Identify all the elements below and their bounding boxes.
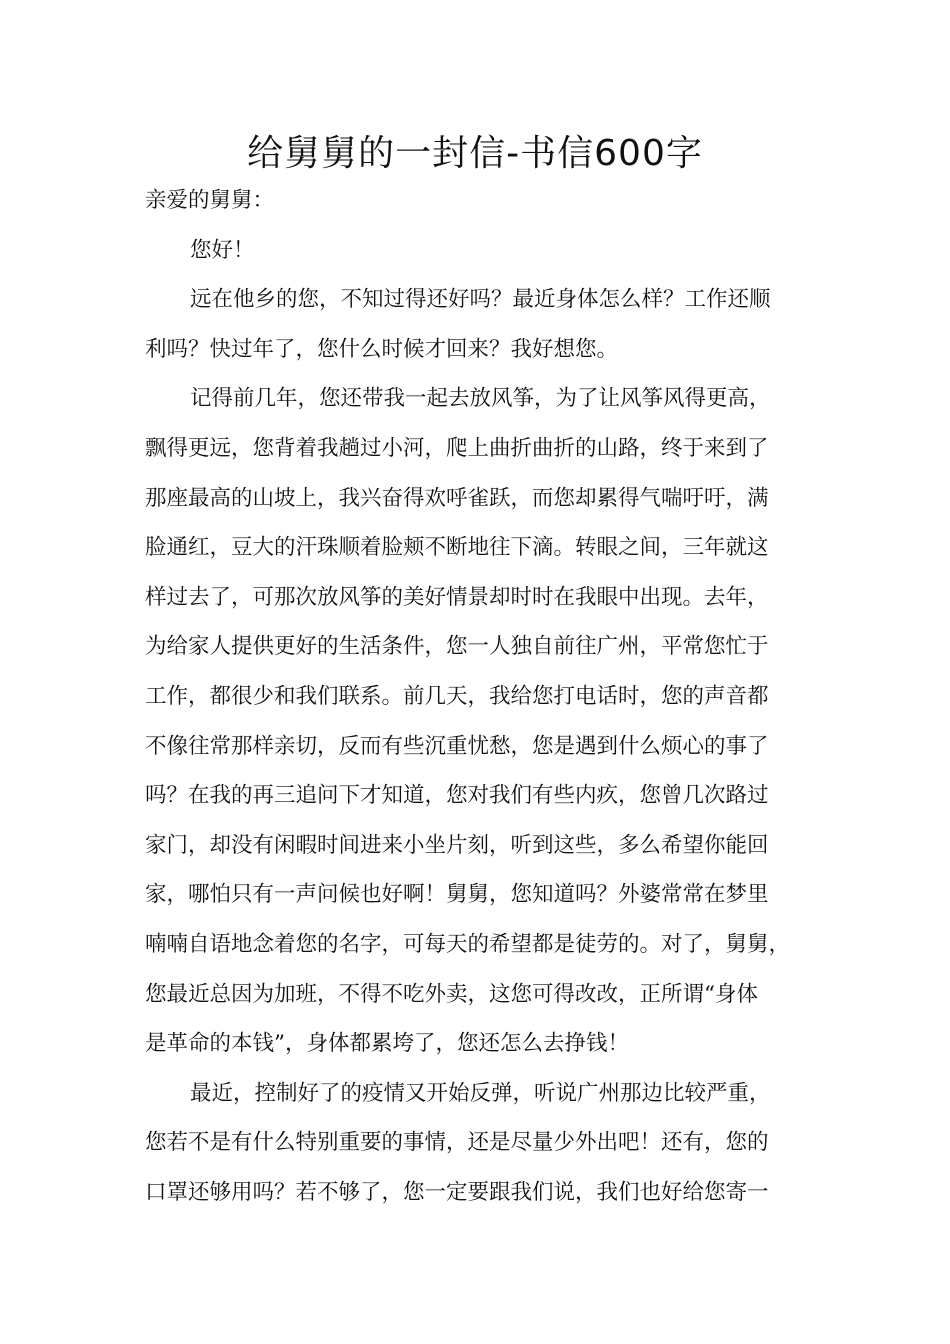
paragraph-line: 家，哪怕只有一声问候也好啊！舅舅，您知道吗？外婆常常在梦里 xyxy=(145,882,769,908)
paragraph-line: 飘得更远，您背着我趟过小河，爬上曲折曲折的山路，终于来到了 xyxy=(145,435,769,461)
paragraph-line: 为给家人提供更好的生活条件，您一人独自前往广州，平常您忙于 xyxy=(145,634,769,660)
document-title: 给舅舅的一封信-书信600字 xyxy=(247,133,703,174)
paragraph-line: 您最近总因为加班，不得不吃外卖，这您可得改改，正所谓“身体 xyxy=(145,981,758,1007)
letter-body xyxy=(145,176,820,1217)
paragraph-line: 那座最高的山坡上，我兴奋得欢呼雀跃，而您却累得气喘吁吁，满 xyxy=(145,485,769,511)
paragraph-line: 远在他乡的您，不知过得还好吗？最近身体怎么样？工作还顺 xyxy=(190,287,771,313)
paragraph-line: 记得前几年，您还带我一起去放风筝，为了让风筝风得更高， xyxy=(190,386,771,412)
paragraph-line: 脸通红，豆大的汗珠顺着脸颊不断地往下滴。转眼之间，三年就这 xyxy=(145,535,769,561)
paragraph-line: 喃喃自语地念着您的名字，可每天的希望都是徒劳的。对了，舅舅， xyxy=(145,931,791,957)
paragraph-line: 吗？在我的再三追问下才知道，您对我们有些内疚，您曾几次路过 xyxy=(145,783,769,809)
paragraph-line: 最近，控制好了的疫情又开始反弹，听说广州那边比较严重， xyxy=(190,1080,771,1106)
paragraph-line: 不像往常那样亲切，反而有些沉重忧愁，您是遇到什么烦心的事了 xyxy=(145,733,769,759)
paragraph-line: 利吗？快过年了，您什么时候才回来？我好想您。 xyxy=(145,336,619,362)
paragraph-line: 家门，却没有闲暇时间进来小坐片刻，听到这些，多么希望你能回 xyxy=(145,832,769,858)
paragraph-line: 工作，都很少和我们联系。前几天，我给您打电话时，您的声音都 xyxy=(145,683,769,709)
paragraph-line: 口罩还够用吗？若不够了，您一定要跟我们说，我们也好给您寄一 xyxy=(145,1179,769,1205)
paragraph-line: 您若不是有什么特别重要的事情，还是尽量少外出吧！还有，您的 xyxy=(145,1130,769,1156)
salutation: 亲爱的舅舅： xyxy=(145,188,275,213)
greeting: 您好！ xyxy=(190,237,255,263)
paragraph-line: 样过去了，可那次放风筝的美好情景却时时在我眼中出现。去年， xyxy=(145,584,769,610)
paragraph-line: 是革命的本钱”，身体都累垮了，您还怎么去挣钱！ xyxy=(145,1031,629,1057)
